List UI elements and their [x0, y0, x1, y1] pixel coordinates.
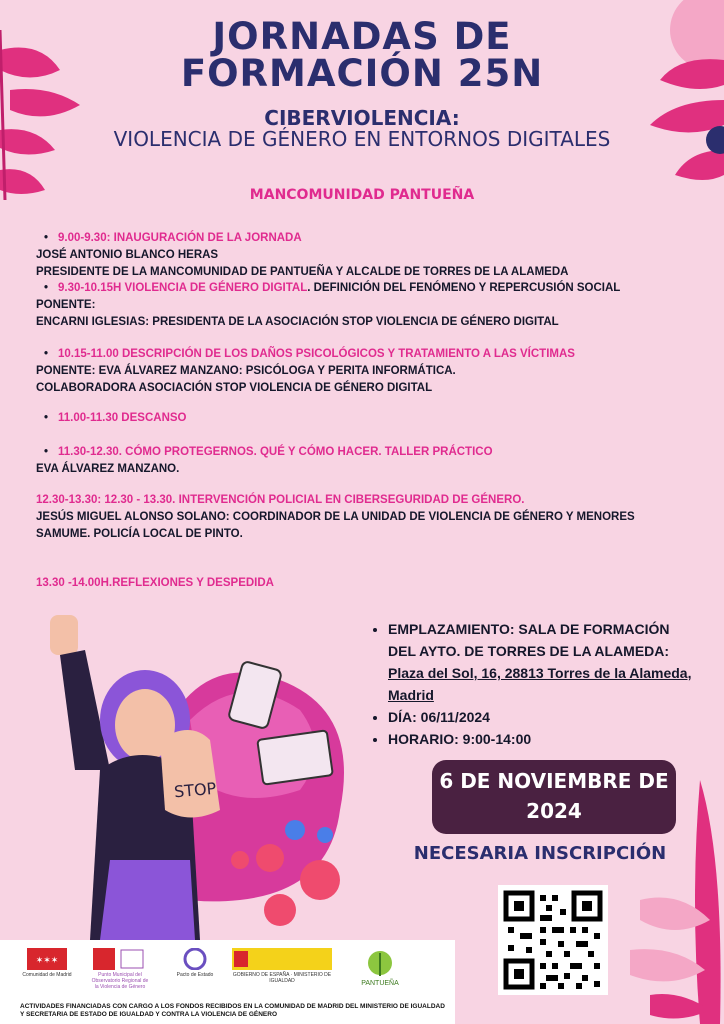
program-time: • 10.15-11.00 DESCRIPCIÓN DE LOS DAÑOS PSICOLÓGICOS Y TRATAMIENTO A LAS VÍCTIMAS	[58, 346, 696, 363]
funding-disclaimer: ACTIVIDADES FINANCIADAS CON CARGO A LOS FONDOS RECIBIDOS EN LA COMUNIDAD DE MADRID DEL MINISTERIO DE IGUALDAD Y SECRETARIA DE ESTADO DE IGUALDAD Y CONTRA LA VIOLENCIA DE GÉNERO	[20, 1003, 445, 1018]
program-item-1	[36, 230, 696, 281]
event-title	[0, 15, 724, 95]
program-item-5	[36, 444, 696, 478]
program-line: COLABORADORA ASOCIACIÓN STOP VIOLENCIA DE GÉNERO DIGITAL	[36, 382, 433, 394]
svg-text:✶✶✶: ✶✶✶	[35, 955, 59, 965]
program-item-4	[36, 410, 696, 427]
program-time-suffix: . DEFINICIÓN DEL FENÓMENO Y REPERCUSIÓN SOCIAL	[307, 282, 621, 294]
venue-place: • EMPLAZAMIENTO: SALA DE FORMACIÓN DEL AYTO. DE TORRES DE LA ALAMEDA: Plaza del Sol, 16, 28813 Torres de la Alameda, Madrid	[388, 618, 700, 706]
logo-pantuena: PANTUEÑA	[350, 948, 410, 987]
program-line: PRESIDENTE DE LA MANCOMUNIDAD DE PANTUEÑA Y ALCALDE DE TORRES DE LA ALAMEDA	[36, 266, 569, 278]
program-time: • 9.00-9.30: INAUGURACIÓN DE LA JORNADA	[58, 230, 696, 247]
venue-time: • HORARIO: 9:00-14:00	[388, 728, 700, 750]
program-time: 12.30-13.30: 12.30 - 13.30. INTERVENCIÓN POLICIAL EN CIBERSEGURIDAD DE GÉNERO.	[36, 494, 525, 506]
stop-sign-text: STOP	[173, 778, 217, 802]
program-line: JESÚS MIGUEL ALONSO SOLANO: COORDINADOR DE LA UNIDAD DE VIOLENCIA DE GÉNERO Y MENORES	[36, 511, 635, 523]
program-line: JOSÉ ANTONIO BLANCO HERAS	[36, 249, 219, 261]
venue-details	[370, 618, 700, 750]
program-item-6	[36, 492, 696, 543]
qr-code[interactable]	[498, 885, 608, 995]
subtitle-bold: CIBERVIOLENCIA:	[264, 106, 460, 130]
program-item-7	[36, 575, 696, 592]
program-time: • 11.00-11.30 DESCANSO	[58, 410, 696, 427]
subtitle: VIOLENCIA DE GÉNERO EN ENTORNOS DIGITALES	[113, 127, 611, 151]
registration-required: NECESARIA INSCRIPCIÓN	[413, 843, 667, 864]
title-line-2: FORMACIÓN 25N	[180, 52, 544, 95]
program-time: 9.30-10.15H VIOLENCIA DE GÉNERO DIGITAL	[58, 282, 308, 294]
logo-gobierno-ministerio: GOBIERNO DE ESPAÑA · MINISTERIO DE IGUALDAD	[232, 948, 332, 984]
date-banner: 6 DE NOVIEMBRE DE 2024	[432, 760, 676, 834]
logo-pacto-estado: Pacto de Estado	[170, 948, 220, 978]
program-line: PONENTE:	[36, 299, 96, 311]
program-time: • 11.30-12.30. CÓMO PROTEGERNOS. QUÉ Y CÓMO HACER. TALLER PRÁCTICO	[58, 444, 696, 461]
program-time: 13.30 -14.00H.REFLEXIONES Y DESPEDIDA	[36, 577, 274, 589]
program-line: EVA ÁLVAREZ MANZANO.	[36, 463, 180, 475]
program-line: PONENTE: EVA ÁLVAREZ MANZANO: PSICÓLOGA Y PERITA INFORMÁTICA.	[36, 365, 456, 377]
program-item-3	[36, 346, 696, 397]
program-line: ENCARNI IGLESIAS: PRESIDENTA DE LA ASOCIACIÓN STOP VIOLENCIA DE GÉNERO DIGITAL	[36, 316, 559, 328]
program-line: SAMUME. POLICÍA LOCAL DE PINTO.	[36, 528, 243, 540]
venue-address-link[interactable]: Plaza del Sol, 16, 28813 Torres de la Alameda, Madrid	[388, 665, 692, 703]
venue-date: • DÍA: 06/11/2024	[388, 706, 700, 728]
logo-observatorio: Punto Municipal del Observatorio Regional de la Violencia de Género	[90, 948, 150, 990]
program-item-2	[36, 280, 696, 331]
leaf-decoration-bottom-right	[620, 780, 724, 1024]
title-line-1: JORNADAS DE	[212, 15, 512, 58]
logo-comunidad-madrid: ✶✶✶ Comunidad de Madrid	[22, 948, 72, 978]
organizer: MANCOMUNIDAD PANTUEÑA	[249, 187, 475, 203]
woman-stop-illustration	[40, 610, 370, 940]
